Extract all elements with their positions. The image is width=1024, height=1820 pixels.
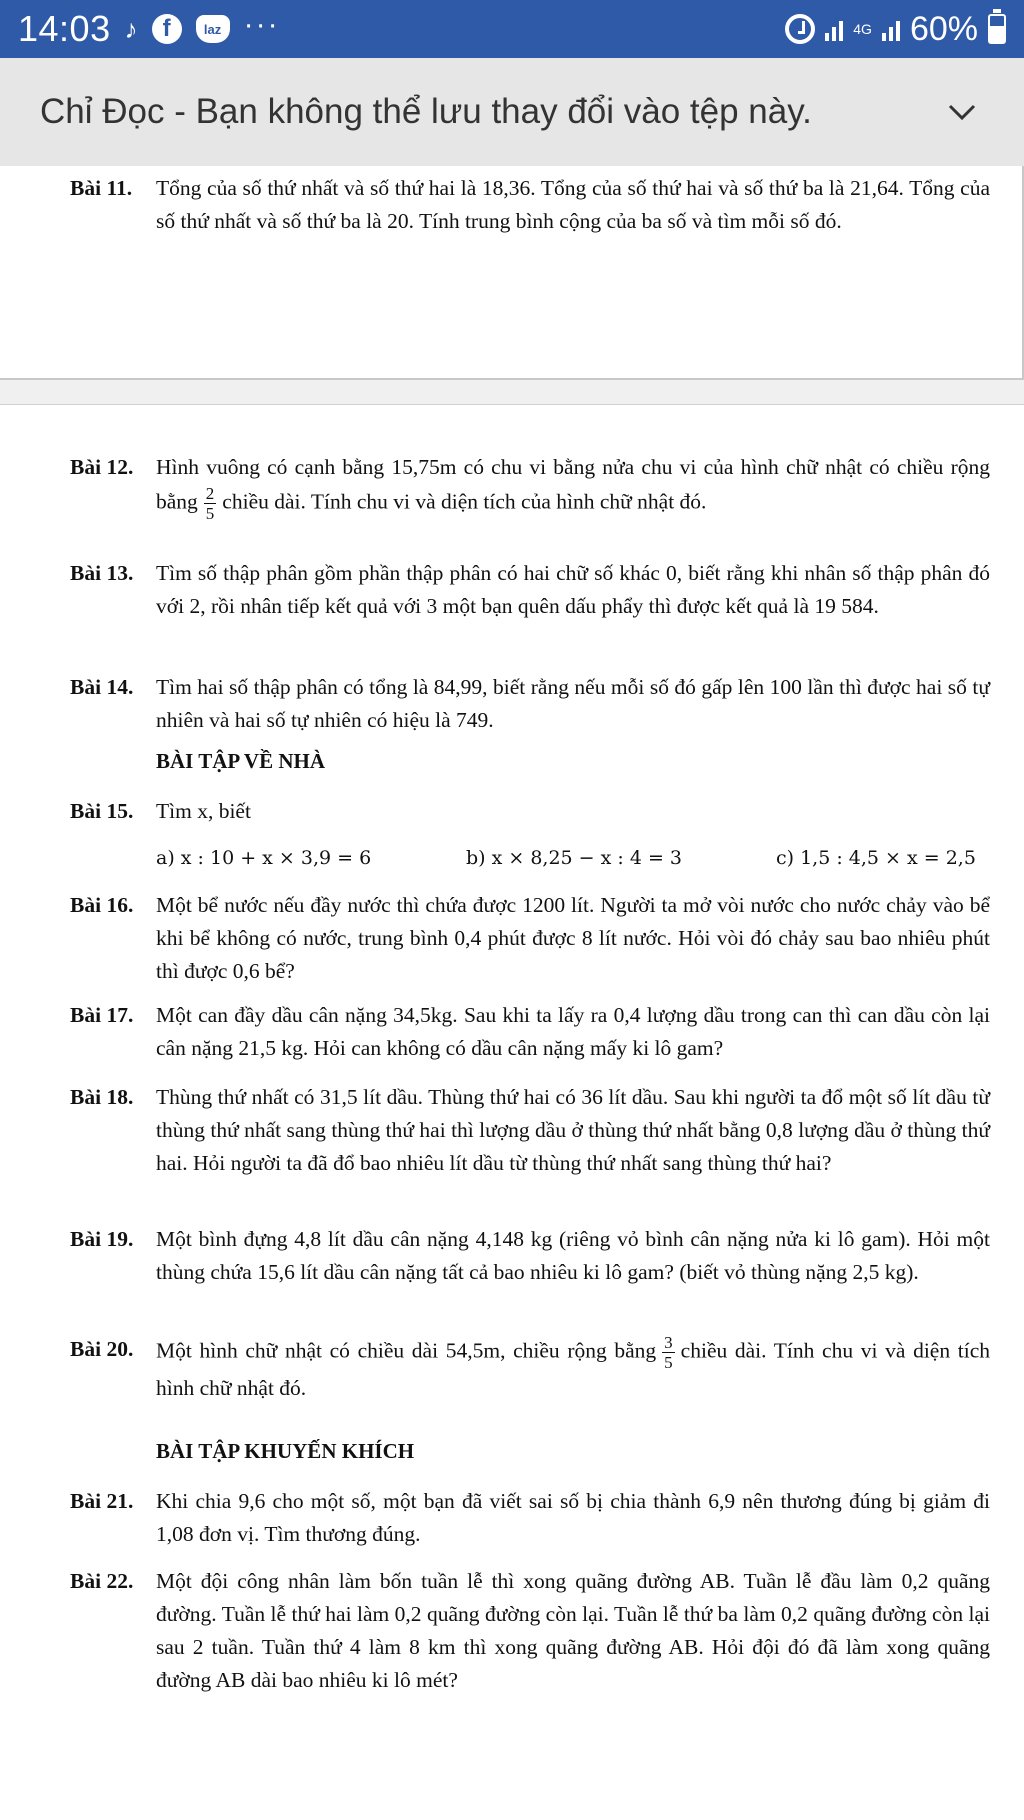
more-notifications-icon: ··· [243, 8, 280, 41]
problem-text: Tìm hai số thập phân có tổng là 84,99, biết rằng nếu mỗi số đó gấp lên 100 lần thì được hai số tự nhiên và hai số tự nhiên có hiệu là 749. [156, 675, 990, 732]
problem-label: Bài 11. [70, 176, 133, 200]
problem-label: Bài 15. [70, 799, 134, 823]
homework-heading: BÀI TẬP VỀ NHÀ [156, 749, 326, 773]
encouraged-heading: BÀI TẬP KHUYẾN KHÍCH [156, 1439, 415, 1463]
fraction-denominator: 5 [205, 504, 215, 523]
status-bar [0, 0, 1024, 58]
signal-icon [825, 17, 843, 41]
equation-row [156, 847, 976, 881]
document-page-1 [0, 166, 1024, 380]
problem-text: Khi chia 9,6 cho một số, một bạn đã viết sai số bị chia thành 6,9 nên thương đúng bị giảm đi 1,08 đơn vị. Tìm thương đúng. [156, 1489, 990, 1546]
fraction-numerator: 3 [664, 1333, 673, 1352]
problem-label: Bài 21. [70, 1489, 134, 1513]
problem-18 [70, 1081, 990, 1180]
problem-label: Bài 18. [70, 1085, 134, 1109]
problem-text: Một bể nước nếu đầy nước thì chứa được 1200 lít. Người ta mở vòi nước cho nước chảy vào bể khi bể không có nước, trung bình 0,4 phút được 8 lít nước. Hỏi vòi đó chảy sau bao nhiêu phút thì được 0,6 bể? [156, 893, 990, 983]
problem-text: Tổng của số thứ nhất và số thứ hai là 18,36. Tổng của số thứ hai và số thứ ba là 21,64. Tổng của số thứ nhất và số thứ ba là 20. Tính trung bình cộng của ba số và tìm mỗi số đó. [156, 176, 990, 233]
problem-21 [70, 1485, 990, 1551]
problem-text: Tìm số thập phân gồm phần thập phân có hai chữ số khác 0, biết rằng khi nhân số thập phân đó với 2, rồi nhân tiếp kết quả với 3 một bạn quên dấu phẩy thì được kết quả là 19 584. [156, 561, 990, 618]
battery-icon [988, 14, 1006, 44]
status-left [18, 8, 280, 50]
problem-label: Bài 16. [70, 893, 134, 917]
problem-label: Bài 20. [70, 1337, 134, 1361]
battery-fill [990, 26, 1004, 42]
read-only-message: Chỉ Đọc - Bạn không thể lưu thay đổi vào tệp này. [40, 92, 812, 131]
problem-12 [70, 451, 990, 523]
problem-19 [70, 1223, 990, 1289]
problem-label: Bài 14. [70, 675, 134, 699]
read-only-banner [0, 58, 1024, 166]
equation-b: b) x × 8,25 − x : 4 = 3 [466, 847, 683, 869]
problem-22 [70, 1565, 990, 1697]
problem-11 [70, 172, 990, 238]
problem-16 [70, 889, 990, 988]
problem-text: Một bình đựng 4,8 lít dầu cân nặng 4,148 kg (riêng vỏ bình cân nặng nửa ki lô gam). Hỏi một thùng chứa 15,6 lít dầu cân nặng tất cả bao nhiêu ki lô gam? (biết vỏ thùng nặng 2,5 kg). [156, 1227, 990, 1284]
problem-text: Tìm x, biết [156, 799, 251, 823]
problem-text-a: Một hình chữ nhật có chiều dài 54,5m, chiều rộng bằng [156, 1338, 657, 1363]
fraction [662, 1333, 675, 1372]
problem-text-b: chiều dài. Tính chu vi và diện tích hình chữ nhật đó. [156, 1338, 990, 1400]
problem-13 [70, 557, 990, 623]
problem-label: Bài 12. [70, 455, 134, 479]
problem-text: Một đội công nhân làm bốn tuần lễ thì xong quãng đường AB. Tuần lễ đầu làm 0,2 quãng đường. Tuần lễ thứ hai làm 0,2 quãng đường còn lại. Tuần lễ thứ ba làm 0,2 quãng đường còn lại sau 2 tuần. Tuần thứ 4 làm 8 km thì xong quãng đường AB. Hỏi đội đó đã làm xong quãng đường AB dài bao nhiêu ki lô mét? [156, 1569, 990, 1692]
problem-text-a: Hình vuông có cạnh bằng 15,75m có chu vi bằng nửa chu vi của hình chữ nhật có chiều rộng bằng [156, 455, 990, 514]
network-type-label: 4G [853, 20, 872, 37]
status-time: 14:03 [18, 8, 111, 49]
status-right [785, 10, 1006, 49]
problem-label: Bài 22. [70, 1569, 134, 1593]
equation-a: a) x : 10 + x × 3,9 = 6 [156, 847, 372, 869]
problem-text: Thùng thứ nhất có 31,5 lít dầu. Thùng thứ hai có 36 lít dầu. Sau khi người ta đổ một số lít dầu từ thùng thứ nhất sang thùng thứ hai thì lượng dầu ở thùng thứ nhất bằng 0,8 lượng dầu ở thùng thứ hai. Hỏi người ta đã đổ bao nhiêu lít dầu từ thùng thứ nhất sang thùng thứ hai? [156, 1085, 990, 1175]
document-page-2 [0, 404, 1024, 1820]
alarm-icon [785, 14, 815, 44]
problem-label: Bài 13. [70, 561, 134, 585]
equation-c: c) 1,5 : 4,5 × x = 2,5 [776, 847, 976, 869]
fraction-denominator: 5 [664, 1353, 673, 1372]
fraction-numerator: 2 [205, 484, 215, 503]
problem-text [156, 1333, 990, 1405]
page-gap [0, 380, 1024, 404]
problem-label: Bài 19. [70, 1227, 134, 1251]
problem-text: Một can đầy dầu cân nặng 34,5kg. Sau khi ta lấy ra 0,4 lượng dầu trong can thì can dầu còn lại cân nặng 21,5 kg. Hỏi can không có dầu cân nặng mấy ki lô gam? [156, 1003, 990, 1060]
lazada-icon: laz [196, 15, 230, 43]
problem-label: Bài 17. [70, 1003, 134, 1027]
problem-17 [70, 999, 990, 1065]
problem-20 [70, 1333, 990, 1405]
chevron-down-icon[interactable] [940, 90, 984, 134]
signal-icon-2 [882, 17, 900, 41]
fraction [204, 484, 217, 523]
tiktok-icon: ♪ [124, 13, 138, 44]
facebook-icon: f [152, 14, 182, 44]
problem-text-b: chiều dài. Tính chu vi và diện tích của hình chữ nhật đó. [222, 489, 707, 514]
problem-15 [70, 795, 990, 828]
battery-percent: 60% [909, 9, 978, 48]
problem-14 [70, 671, 990, 737]
problem-text [156, 451, 990, 523]
